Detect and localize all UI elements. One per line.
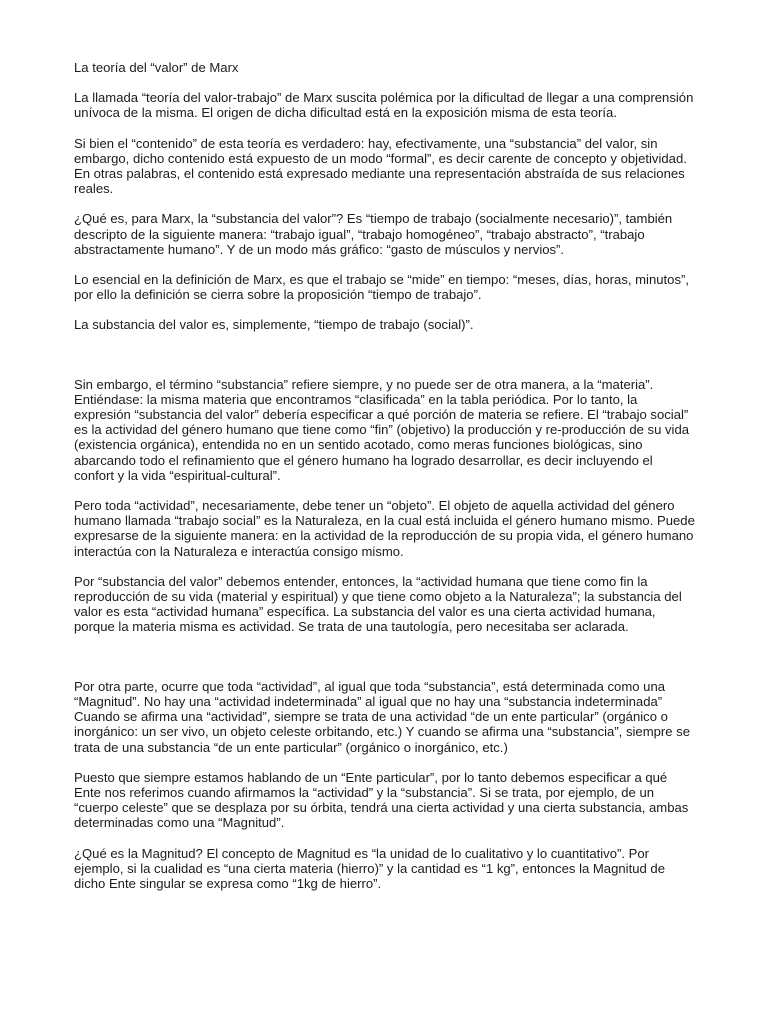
paragraph-9: Por otra parte, ocurre que toda “actividad”, al igual que toda “substancia”, está determinada como una “Magnitud”. No hay una “actividad indeterminada” al igual que no hay una “substancia indeterminada” Cuando se afirma una “actividad”, siempre se trata de una actividad “de un ente particular” (orgánico o inorgánico: un ser vivo, un objeto celeste orbitando, etc.) Y cuando se afirma una “substancia”, siempre se trata de una substancia “de un ente particular” (orgánico o inorgánico, etc.) <box>74 678 690 755</box>
document-title: La teoría del “valor” de Marx <box>74 60 239 75</box>
paragraph-7: Pero toda “actividad”, necesariamente, debe tener un “objeto”. El objeto de aquella actividad del género humano llamada “trabajo social” es la Naturaleza, en la cual está incluida el género humano mismo. Puede expresarse de la siguiente manera: en la actividad de la reproducción de su propia vida, el género humano interactúa con la Naturaleza e interactúa consigo mismo. <box>74 498 695 559</box>
paragraph-11: ¿Qué es la Magnitud? El concepto de Magnitud es “la unidad de lo cualitativo y lo cuantitativo”. Por ejemplo, si la cualidad es “una cierta materia (hierro)” y la cantidad es “1 kg”, entonces la Magnitud de dicho Ente singular se expresa como “1kg de hierro”. <box>74 845 665 891</box>
section-gap <box>74 348 696 377</box>
paragraph-2: Si bien el “contenido” de esta teoría es verdadero: hay, efectivamente, una “substancia” del valor, sin embargo, dicho contenido está expuesto de un modo “formal”, es decir carente de concepto y objetividad. En otras palabras, el contenido está expresado mediante una representación abstraída de sus relaciones reales. <box>74 135 687 197</box>
paragraph-3: ¿Qué es, para Marx, la “substancia del valor”? Es “tiempo de trabajo (socialmente necesario)”, también descripto de la siguiente manera: “trabajo igual”, “trabajo homogéneo”, “trabajo abstracto”, “trabajo abstractamente humano”. Y de un modo más gráfico: “gasto de músculos y nervios”. <box>74 211 673 257</box>
document-page <box>74 60 696 906</box>
paragraph-4: Lo esencial en la definición de Marx, es que el trabajo se “mide” en tiempo: “meses, días, horas, minutos”, por ello la definición se cierra sobre la proposición “tiempo de trabajo”. <box>74 272 689 303</box>
section-gap <box>74 650 696 679</box>
paragraph-10: Puesto que siempre estamos hablando de un “Ente particular”, por lo tanto debemos especificar a qué Ente nos referimos cuando afirmamos la “actividad” y la “substancia”. Si se trata, por ejemplo, de un “cuerpo celeste” que se desplaza por su órbita, tendrá una cierta actividad y una cierta substancia, ambas determinadas como una “Magnitud”. <box>74 769 689 831</box>
paragraph-5: La substancia del valor es, simplemente, “tiempo de trabajo (social)”. <box>74 317 474 333</box>
paragraph-8: Por “substancia del valor” debemos entender, entonces, la “actividad humana que tiene como fin la reproducción de su vida (material y espiritual) y que tiene como objeto a la Naturaleza”; la substancia del valor es esta “actividad humana” específica. La substancia del valor es una cierta actividad humana, porque la materia misma es actividad. Se trata de una tautología, pero necesitaba ser aclarada. <box>74 573 682 635</box>
paragraph-6: Sin embargo, el término “substancia” refiere siempre, y no puede ser de otra manera, a la “materia”. Entiéndase: la misma materia que encontramos “clasificada” en la tabla periódica. Por lo tanto, la expresión “substancia del valor” debería especificar a qué porción de materia se refiere. El “trabajo social” es la actividad del género humano que tiene como “fin” (objetivo) la producción y re-producción de su vida (existencia orgánica), entendida no en un sentido acotado, como meras funciones biológicas, sino abarcando todo el refinamiento que el género humano ha logrado desarrollar, es decir incluyendo el confort y la vida “espiritual-cultural”. <box>74 376 690 483</box>
paragraph-1: La llamada “teoría del valor-trabajo” de Marx suscita polémica por la dificultad de llegar a una comprensión unívoca de la misma. El origen de dicha dificultad está en la exposición misma de esta teoría. <box>74 90 694 121</box>
